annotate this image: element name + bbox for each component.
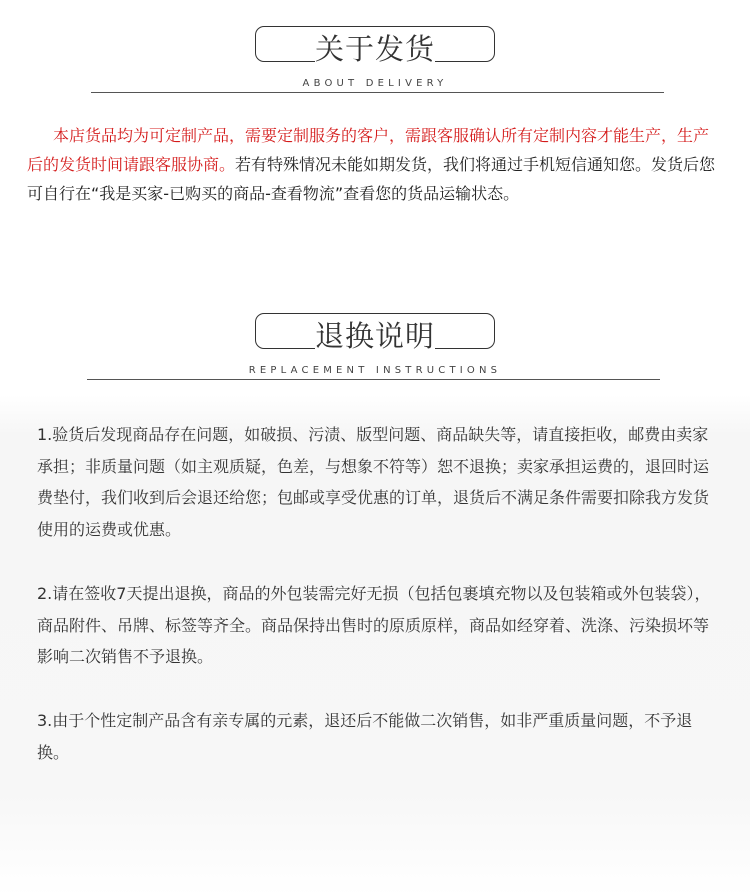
instruction-item-3: 3.由于个性定制产品含有亲专属的元素，退还后不能做二次销售，如非严重质量问题，不予退换。 [37, 711, 693, 762]
delivery-subtitle: ABOUT DELIVERY [302, 78, 448, 89]
delivery-title: 关于发货 [314, 32, 435, 66]
instruction-item-1: 1.验货后发现商品存在问题，如破损、污渍、版型问题、商品缺失等，请直接拒收，邮费由卖家承担；非质量问题（如主观质疑，色差，与想象不符等）恕不退换；卖家承担运费的，退回时运费垫付，我们收到后会退还给您；包邮或享受优惠的订单，退货后不满足条件需要扣除我方发货使用的运费或优惠。 [37, 425, 710, 539]
instruction-item-2: 2.请在签收7天提出退换，商品的外包装需完好无损（包括包裹填充物以及包装箱或外包装袋），商品附件、吊牌、标签等齐全。商品保持出售时的原质原样，商品如经穿着、洗涤、污染损坏等影响二次销售不予退换。 [37, 584, 711, 666]
replacement-title: 退换说明 [314, 319, 435, 353]
delivery-header [0, 26, 750, 96]
replacement-header [0, 313, 750, 383]
replacement-divider [87, 379, 660, 380]
delivery-notice: 若有特殊情况未能如期发货，我们将通过手机短信通知您。发货后您可自行在“我是买家-已购买的商品-查看物流”查看您的货品运输状态。 [27, 155, 716, 203]
delivery-paragraph [27, 121, 717, 208]
delivery-divider [91, 92, 664, 93]
replacement-subtitle: REPLACEMENT INSTRUCTIONS [248, 365, 502, 376]
delivery-notice-red: 本店货品均为可定制产品，需要定制服务的客户，需跟客服确认所有定制内容才能生产，生产后的发货时间请跟客服协商。 [27, 126, 710, 174]
